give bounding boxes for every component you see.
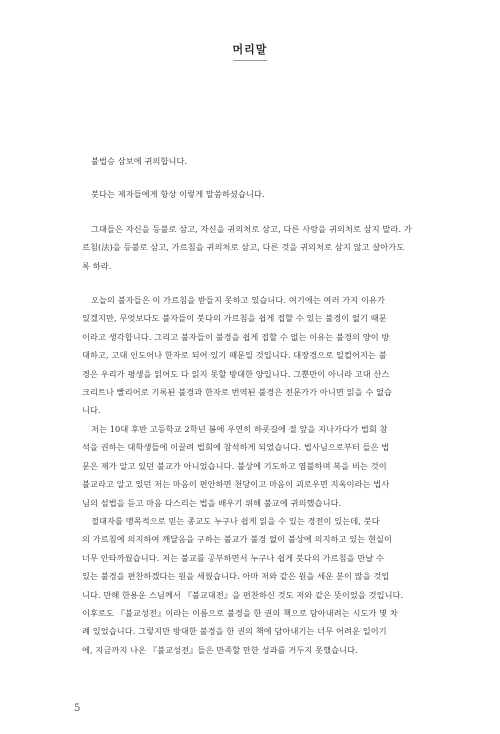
text-line: 이후로도 『불교성전』이라는 이름으로 불경을 한 권의 책으로 담아내려는 시도가 몇 차 <box>82 607 398 618</box>
paragraph-1 <box>82 152 418 170</box>
text-line: 석을 권하는 대학생들에 이끌려 법회에 참석하게 되었습니다. 법사님으로부터 들은 법 <box>82 442 390 453</box>
text-line: 절대자를 맹목적으로 믿는 종교도 누구나 쉽게 읽을 수 있는 경전이 있는데, 붓다 <box>91 515 380 526</box>
paragraph-3 <box>82 220 418 275</box>
page-title-text: 머리말 <box>233 41 268 61</box>
text-line: 오늘의 불자들은 이 가르침을 받들지 못하고 있습니다. 여기에는 여러 가지 이유가 <box>91 295 386 306</box>
text-line: 록 하라. <box>82 260 112 271</box>
text-line: 있겠지만, 무엇보다도 불자들이 붓다의 가르침을 쉽게 접할 수 있는 불경이 없기 때문 <box>82 313 387 324</box>
paragraph-6 <box>82 512 418 659</box>
paragraph-2 <box>82 185 418 203</box>
text-line: 붓다는 제자들에게 항상 이렇게 말씀하셨습니다. <box>91 189 265 200</box>
text-line: 너무 안타까웠습니다. 저는 불교를 공부하면서 누구나 쉽게 붓다의 가르침을 만날 수 <box>82 552 385 563</box>
text-line: 그대들은 자신을 등불로 삼고, 자신을 귀의처로 삼고, 다른 사람을 귀의처로 삼지 말라. 가 <box>91 223 412 234</box>
paragraph-4 <box>82 291 418 420</box>
text-line: 크리트나 빨리어로 기록된 불경과 한자로 번역된 불경은 전문가가 아니면 읽을 수 없습 <box>82 387 393 398</box>
text-line: 례 있었습니다. 그렇지만 방대한 불경을 한 권의 책에 담아내기는 너무 어려운 일이기 <box>82 626 387 637</box>
text-line: 불법승 삼보에 귀의합니다. <box>91 156 188 166</box>
text-line: 불교라고 알고 있던 저는 마음이 편안하면 천당이고 마음이 괴로우면 지옥이라는 법사 <box>82 479 390 490</box>
text-line: 경은 우리가 평생을 읽어도 다 읽지 못할 방대한 양입니다. 그뿐만이 아니라 고대 산스 <box>82 368 390 379</box>
page-title <box>0 41 500 61</box>
text-line: 문은 제가 알고 있던 불교가 아니었습니다. 불상에 기도하고 염불하며 복을 비는 것이 <box>82 460 387 471</box>
text-line: 르침(法)을 등불로 삼고, 가르침을 귀의처로 삼고, 다른 것을 귀의처로 삼지 않고 살아가도 <box>82 242 405 253</box>
text-line: 님의 설법을 듣고 마음 다스리는 법을 배우기 위해 불교에 귀의했습니다. <box>82 497 342 508</box>
text-line: 에, 지금까지 나온 『불교성전』들은 만족할 만한 성과를 거두지 못했습니다. <box>82 644 358 655</box>
paragraph-5 <box>82 420 418 512</box>
preface-body <box>82 152 418 659</box>
text-line: 의 가르침에 의지하여 깨달음을 구하는 불교가 불경 없이 불상에 의지하고 있는 현실이 <box>82 534 393 545</box>
text-line: 대하고, 고대 인도어나 한자로 되어 있기 때문일 것입니다. 대장경으로 일컬어지는 불 <box>82 350 387 361</box>
text-line: 저는 10대 후반 고등학교 2학년 봄에 우연히 하굣길에 절 앞을 지나가다가 법회 참 <box>91 423 388 434</box>
text-line: 이라고 생각합니다. 그리고 불자들이 불경을 쉽게 접할 수 없는 이유는 불경의 양이 방 <box>82 331 390 342</box>
page-number: 5 <box>74 703 81 714</box>
text-line: 있는 불경을 편찬하겠다는 원을 세웠습니다. 아마 저와 같은 원을 세운 분이 많을 것입 <box>82 571 390 582</box>
text-line: 니다. 만해 한용운 스님께서 『불교대전』을 편찬하신 것도 저와 같은 뜻이었을 것입니다. <box>82 589 404 600</box>
text-line: 니다. <box>82 405 101 416</box>
